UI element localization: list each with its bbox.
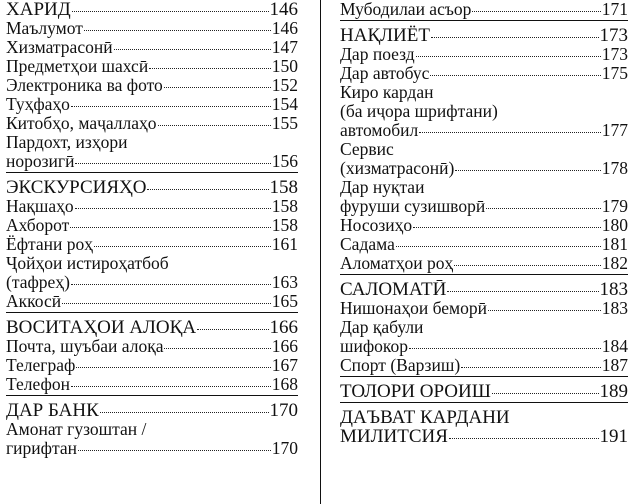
dot-leader (409, 348, 601, 349)
toc-page-number: 184 (601, 336, 628, 356)
toc-entry-row (6, 292, 298, 311)
dot-leader (431, 37, 599, 38)
toc-entry-row (6, 337, 298, 356)
toc-entry-row (340, 254, 628, 273)
toc-entry-title: Электроника ва фото (6, 75, 163, 95)
toc-page-number: 161 (271, 234, 298, 254)
section-rule (340, 274, 628, 275)
dot-leader (486, 208, 601, 209)
toc-entry-row (6, 273, 298, 292)
dot-leader (72, 11, 269, 12)
toc-entry-title: МИЛИТСИЯ (340, 426, 448, 447)
toc-page-number: 168 (271, 374, 298, 394)
toc-entry-title: Хизматрасонӣ (6, 37, 113, 57)
toc-page-number: 146 (271, 18, 298, 38)
toc-entry (340, 64, 628, 83)
toc-page-number: 170 (271, 438, 298, 458)
toc-entry-title: Маълумот (6, 18, 83, 38)
toc-entry-title: автомобил (340, 120, 419, 140)
dot-leader (447, 291, 598, 292)
toc-page-number: 155 (271, 113, 298, 133)
toc-section-heading (6, 178, 298, 197)
toc-entry (6, 114, 298, 133)
dot-leader (472, 11, 600, 12)
toc-entry-text-line: ДАЪВАТ КАРДАНИ (340, 407, 510, 428)
toc-entry-title: норозигӣ (6, 151, 75, 171)
toc-entry (6, 254, 298, 292)
section-rule (6, 172, 298, 173)
toc-entry (340, 318, 628, 356)
dot-leader (75, 163, 270, 164)
toc-entry-row (340, 26, 628, 45)
toc-entry-title: ВОСИТАҲОИ АЛОҚА (6, 317, 197, 338)
dot-leader (413, 227, 601, 228)
toc-section-heading (340, 382, 628, 403)
toc-page-number: 146 (269, 0, 298, 20)
toc-entry-row (340, 216, 628, 235)
toc-entry-text-line: Киро кардан (340, 82, 434, 102)
toc-entry-title: Дар поезд (340, 44, 415, 64)
toc-page-number: 147 (271, 37, 298, 57)
toc-page-number: 189 (599, 381, 628, 402)
section-rule (6, 395, 298, 396)
toc-entry-row (340, 337, 628, 356)
toc-entry (340, 235, 628, 254)
toc-entry-title: (тафреҳ) (6, 272, 70, 292)
dot-leader (492, 393, 599, 394)
toc-entry-row (6, 76, 298, 95)
toc-page-number: 182 (601, 253, 628, 273)
toc-entry-row (6, 375, 298, 394)
toc-entry-title: Дар автобус (340, 63, 430, 83)
dot-leader (84, 30, 271, 31)
toc-entry-title: Почта, шуъбаи алоқа (6, 336, 164, 356)
toc-entry-row (6, 318, 298, 337)
toc-entry (6, 133, 298, 173)
toc-entry-title: Носозиҳо (340, 215, 413, 235)
dot-leader (416, 56, 601, 57)
toc-entry-title: Аккосӣ (6, 291, 62, 311)
dot-leader (164, 348, 270, 349)
toc-entry-title: САЛОМАТӢ (340, 279, 447, 300)
section-rule (340, 20, 628, 21)
toc-entry (6, 356, 298, 375)
dot-leader (71, 284, 271, 285)
toc-entry-title: ХАРИД (6, 0, 71, 20)
toc-entry-title: Нақшаҳо (6, 196, 74, 216)
toc-entry-row (6, 235, 298, 254)
toc-entry-row (340, 197, 628, 216)
toc-entry (340, 299, 628, 318)
toc-entry-row (6, 152, 298, 171)
toc-entry-row (6, 95, 298, 114)
toc-page-number: 170 (269, 400, 298, 421)
toc-page-number: 177 (601, 120, 628, 140)
toc-page-number: 150 (271, 56, 298, 76)
toc-entry (340, 356, 628, 377)
toc-entry-title: ДАР БАНК (6, 400, 99, 421)
toc-entry-title: (хизматрасонӣ) (340, 158, 455, 178)
toc-entry-title: Аломатҳои роҳ (340, 253, 454, 273)
toc-entry-row (340, 159, 628, 178)
toc-entry-row (340, 45, 628, 64)
dot-leader (71, 106, 271, 107)
toc-section-heading (340, 280, 628, 299)
dot-leader (455, 170, 600, 171)
toc-entry-text-line: Сервис (340, 139, 394, 159)
toc-page-number: 180 (601, 215, 628, 235)
toc-page-number: 167 (271, 355, 298, 375)
toc-entry-row (340, 356, 628, 375)
toc-page-number: 175 (601, 63, 628, 83)
toc-entry-title: Ёфтани роҳ (6, 234, 94, 254)
toc-entry-row (340, 299, 628, 318)
toc-page-number: 166 (271, 336, 298, 356)
dot-leader (75, 208, 271, 209)
toc-entry-text-line: Дар нуқтаи (340, 177, 425, 197)
toc-page-number: 187 (601, 355, 628, 375)
toc-page-number: 191 (599, 426, 628, 447)
toc-entry-row (6, 401, 298, 420)
toc-entry-title: шифокор (340, 336, 409, 356)
toc-entry (6, 197, 298, 216)
toc-entry-title: Ахборот (6, 215, 70, 235)
toc-entry (340, 83, 628, 140)
toc-entry-title: Китобҳо, маҷаллаҳо (6, 113, 157, 133)
toc-page-number: 181 (601, 234, 628, 254)
dot-leader (396, 246, 601, 247)
toc-section-heading (6, 0, 298, 19)
toc-entry (6, 235, 298, 254)
dot-leader (197, 329, 268, 330)
toc-entry (340, 140, 628, 178)
toc-page-number: 166 (269, 317, 298, 338)
toc-entry-title: НАҚЛИЁТ (340, 25, 430, 46)
section-rule (340, 376, 628, 377)
toc-page-number: 158 (271, 215, 298, 235)
toc-entry-row (340, 0, 628, 19)
toc-page-number: 173 (599, 25, 628, 46)
column-divider (320, 0, 321, 504)
dot-leader (100, 412, 269, 413)
toc-right-column (340, 0, 628, 446)
toc-entry (6, 57, 298, 76)
toc-page-number: 158 (269, 177, 298, 198)
dot-leader (114, 49, 271, 50)
dot-leader (76, 367, 270, 368)
dot-leader (94, 246, 271, 247)
toc-entry-title: Садама (340, 234, 395, 254)
toc-entry-row (6, 57, 298, 76)
section-rule (340, 402, 628, 403)
dot-leader (164, 87, 271, 88)
toc-entry-row (6, 38, 298, 57)
toc-entry-title: Нишонаҳои беморӣ (340, 298, 487, 318)
toc-page-number: 183 (601, 298, 628, 318)
toc-entry (6, 216, 298, 235)
toc-entry (6, 38, 298, 57)
toc-entry (340, 0, 628, 21)
toc-entry (6, 420, 298, 458)
dot-leader (78, 450, 271, 451)
toc-entry-title: Туҳфаҳо (6, 94, 70, 114)
toc-entry-title: Мубодилаи асъор (340, 0, 472, 19)
toc-entry-title: гирифтан (6, 438, 77, 458)
toc-entry-title: ТОЛОРИ ОРОИШ (340, 381, 491, 402)
dot-leader (70, 227, 270, 228)
toc-page-number: 165 (271, 291, 298, 311)
toc-entry-row (340, 427, 628, 446)
toc-entry (340, 216, 628, 235)
dot-leader (147, 189, 268, 190)
toc-page-number: 154 (271, 94, 298, 114)
toc-entry-row (6, 197, 298, 216)
toc-entry (340, 178, 628, 216)
toc-entry (340, 45, 628, 64)
toc-entry-row (6, 439, 298, 458)
dot-leader (419, 132, 600, 133)
toc-entry-row (6, 356, 298, 375)
toc-left-column (6, 0, 298, 458)
dot-leader (430, 75, 600, 76)
toc-entry-row (6, 0, 298, 19)
toc-page-number: 163 (271, 272, 298, 292)
toc-entry-text-line: (ба иҷора шрифтани) (340, 101, 498, 121)
toc-page-number: 173 (601, 44, 628, 64)
toc-section-heading (340, 26, 628, 45)
toc-entry-row (340, 121, 628, 140)
toc-entry-row (340, 280, 628, 299)
toc-entry-row (340, 64, 628, 83)
toc-entry (6, 292, 298, 313)
toc-entry-title: ЭКСКУРСИЯҲО (6, 177, 147, 198)
toc-entry (6, 76, 298, 95)
toc-section-heading (6, 401, 298, 420)
section-rule (6, 312, 298, 313)
toc-entry-title: фуруши сузишворӣ (340, 196, 486, 216)
toc-entry-text-line: Ҷойҳои истироҳатбоб (6, 253, 169, 273)
dot-leader (454, 265, 601, 266)
dot-leader (149, 68, 271, 69)
toc-section-heading (340, 408, 628, 446)
dot-leader (461, 367, 601, 368)
toc-entry-title: Телефон (6, 374, 70, 394)
toc-entry-text-line: Дар қабули (340, 317, 424, 337)
dot-leader (158, 125, 271, 126)
toc-entry-text-line: Амонат гузоштан / (6, 419, 147, 439)
toc-entry-row (6, 178, 298, 197)
dot-leader (449, 438, 599, 439)
toc-entry (6, 95, 298, 114)
toc-entry-title: Спорт (Варзиш) (340, 355, 461, 375)
toc-page-number: 179 (601, 196, 628, 216)
dot-leader (71, 386, 271, 387)
toc-page-number: 152 (271, 75, 298, 95)
toc-entry (6, 375, 298, 396)
toc-page-number: 158 (271, 196, 298, 216)
toc-entry-row (6, 19, 298, 38)
toc-entry (6, 19, 298, 38)
toc-section-heading (6, 318, 298, 337)
toc-entry-row (340, 382, 628, 401)
toc-entry-row (6, 216, 298, 235)
toc-entry (340, 254, 628, 275)
toc-page-number: 178 (601, 158, 628, 178)
toc-entry-row (340, 235, 628, 254)
toc-entry-row (6, 114, 298, 133)
toc-entry-title: Предметҳои шахсӣ (6, 56, 149, 76)
dot-leader (62, 303, 271, 304)
toc-entry-text-line: Пардохт, изҳори (6, 132, 128, 152)
toc-entry (6, 337, 298, 356)
toc-entry-title: Телеграф (6, 355, 76, 375)
toc-page-number: 183 (599, 279, 628, 300)
toc-page-number: 156 (271, 151, 298, 171)
dot-leader (488, 310, 601, 311)
toc-page-number: 171 (601, 0, 628, 19)
